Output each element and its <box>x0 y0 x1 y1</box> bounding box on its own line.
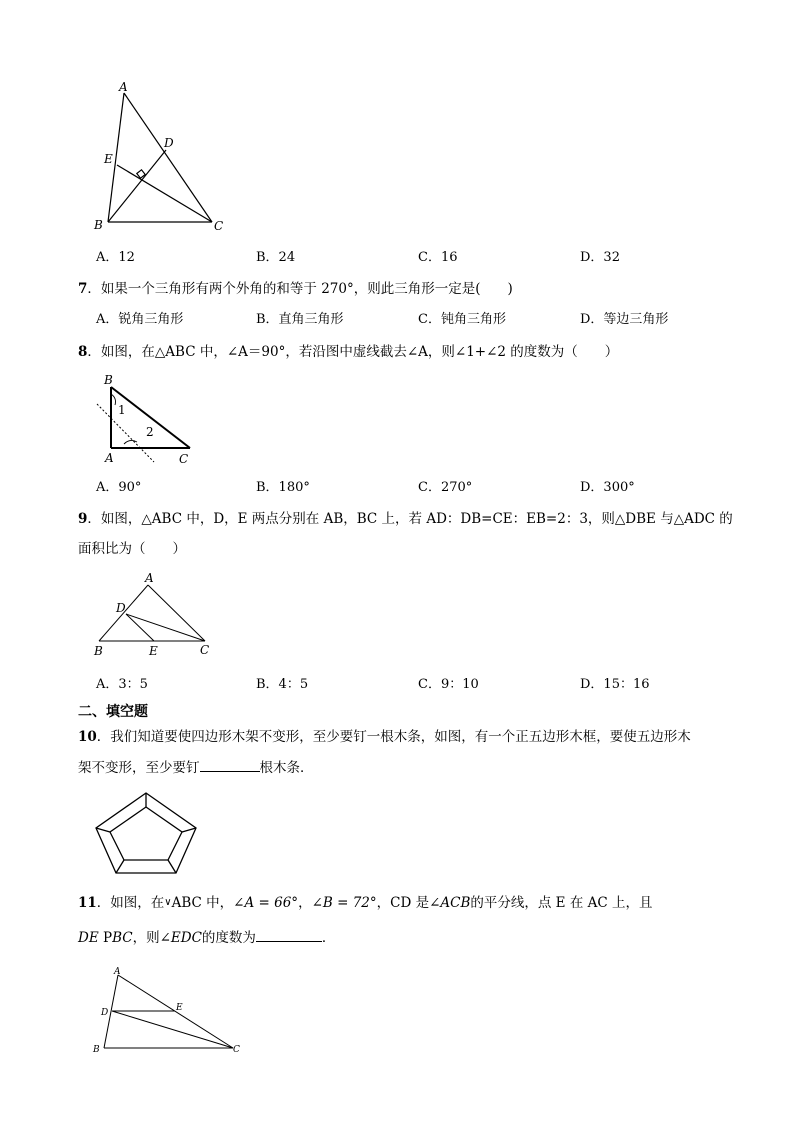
q11-angle-b: ∠B = 72° <box>311 895 377 911</box>
question-10-line2 <box>78 757 314 778</box>
q11-text-2b: 的度数为 <box>201 930 256 946</box>
fig8-label-a: A <box>105 451 114 465</box>
question-11-number: 11 <box>78 895 97 911</box>
question-10-text-line2b: 根木条． <box>259 760 314 776</box>
q8-option-c[interactable]: C．270° <box>418 480 473 495</box>
q7-option-a[interactable]: A．锐角三角形 <box>96 312 184 327</box>
question-7-text: ．如果一个三角形有两个外角的和等于 270°，则此三角形一定是( ) <box>87 281 513 297</box>
question-10-text-line1: ．我们知道要使四边形木架不变形，至少要钉一根木条，如图，有一个正五边形木框，要使五边形木 <box>96 729 691 745</box>
question-8-text: ．如图，在△ABC 中，∠A＝90°，若沿图中虚线截去∠A，则∠1+∠2 的度数为（ ） <box>87 344 619 360</box>
fig8-label-c: C <box>179 452 189 466</box>
question-8 <box>78 342 618 362</box>
fig11-label-b: B <box>93 1045 100 1055</box>
fig6-label-d: D <box>164 136 174 150</box>
fig9-label-a: A <box>145 571 154 585</box>
fig8-label-2: 2 <box>146 425 154 439</box>
q11-text-1c: ，CD 是 <box>376 895 430 911</box>
q9-option-b[interactable]: B．4：5 <box>256 677 309 692</box>
q10-answer-blank[interactable] <box>200 757 260 772</box>
q6-option-c[interactable]: C．16 <box>418 250 458 265</box>
fig11-label-e: E <box>176 1003 183 1013</box>
question-9 <box>78 509 733 529</box>
q7-option-c[interactable]: C．钝角三角形 <box>418 312 506 327</box>
q9-option-d[interactable]: D．15：16 <box>580 677 650 692</box>
q6-triangle-figure <box>88 78 248 238</box>
q9-option-c[interactable]: C．9：10 <box>418 677 479 692</box>
q11-angle-acb: ∠ACB <box>429 895 471 911</box>
fig11-label-c: C <box>233 1045 240 1055</box>
q11-angle-a: ∠A = 66° <box>233 895 299 911</box>
q11-text-2c: ． <box>321 930 336 946</box>
section-heading-fill-in: 二、填空题 <box>78 704 148 720</box>
fig9-label-d: D <box>116 601 126 615</box>
q11-text-1a: ．如图，在 <box>96 895 165 911</box>
question-8-number: 8 <box>78 344 88 360</box>
fig6-label-e: E <box>104 152 113 166</box>
q9-triangle-figure <box>90 570 220 660</box>
q11-de: DE <box>78 930 99 946</box>
q11-angle-edc: ∠EDC <box>159 930 202 946</box>
question-9-text-line1: ．如图，△ABC 中，D，E 两点分别在 AB，BC 上，若 AD：DB=CE：EB=2：3，则△DBE 与△ADC 的 <box>87 511 733 527</box>
question-10 <box>78 727 691 747</box>
q9-option-a[interactable]: A．3：5 <box>96 677 148 692</box>
q11-text-1d: 的平分线，点 E 在 AC 上，且 <box>470 895 653 911</box>
fig11-label-a: A <box>114 967 121 977</box>
question-7-number: 7 <box>78 281 88 297</box>
q8-option-d[interactable]: D．300° <box>580 480 635 495</box>
question-11-line2 <box>78 927 335 948</box>
fig8-label-1: 1 <box>118 403 126 417</box>
question-11 <box>78 893 653 913</box>
q8-option-a[interactable]: A．90° <box>96 480 142 495</box>
q7-option-d[interactable]: D．等边三角形 <box>580 312 669 327</box>
fig9-label-b: B <box>94 644 103 658</box>
q11-tri-symbol: ∨ <box>164 897 172 908</box>
q6-option-a[interactable]: A．12 <box>96 250 135 265</box>
question-7 <box>78 279 513 299</box>
q7-option-b[interactable]: B．直角三角形 <box>256 312 344 327</box>
fig6-label-b: B <box>94 218 103 232</box>
q11-text-2a: ，则 <box>132 930 160 946</box>
q11-answer-blank[interactable] <box>256 927 322 942</box>
q11-text-1b: ABC 中， <box>171 895 234 911</box>
q6-option-b[interactable]: B．24 <box>256 250 296 265</box>
q8-triangle-figure <box>90 370 210 470</box>
question-9-line2: 面积比为（ ） <box>78 541 186 557</box>
fig11-label-d: D <box>101 1008 109 1018</box>
fig9-label-c: C <box>200 643 210 657</box>
q11-sep1: ， <box>298 895 312 911</box>
fig6-label-c: C <box>214 219 224 233</box>
q10-pentagon-figure <box>92 790 202 880</box>
question-9-number: 9 <box>78 511 88 527</box>
fig8-label-b: B <box>104 373 113 387</box>
fig9-label-e: E <box>149 644 158 658</box>
fig6-label-a: A <box>119 80 128 94</box>
q11-parallel-symbol: P <box>102 930 113 946</box>
q8-option-b[interactable]: B．180° <box>256 480 310 495</box>
q11-bc: BC <box>112 930 133 946</box>
question-10-number: 10 <box>78 729 97 745</box>
question-10-text-line2a: 架不变形，至少要钉 <box>78 760 200 776</box>
q11-triangle-figure <box>88 965 258 1060</box>
q6-option-d[interactable]: D．32 <box>580 250 620 265</box>
